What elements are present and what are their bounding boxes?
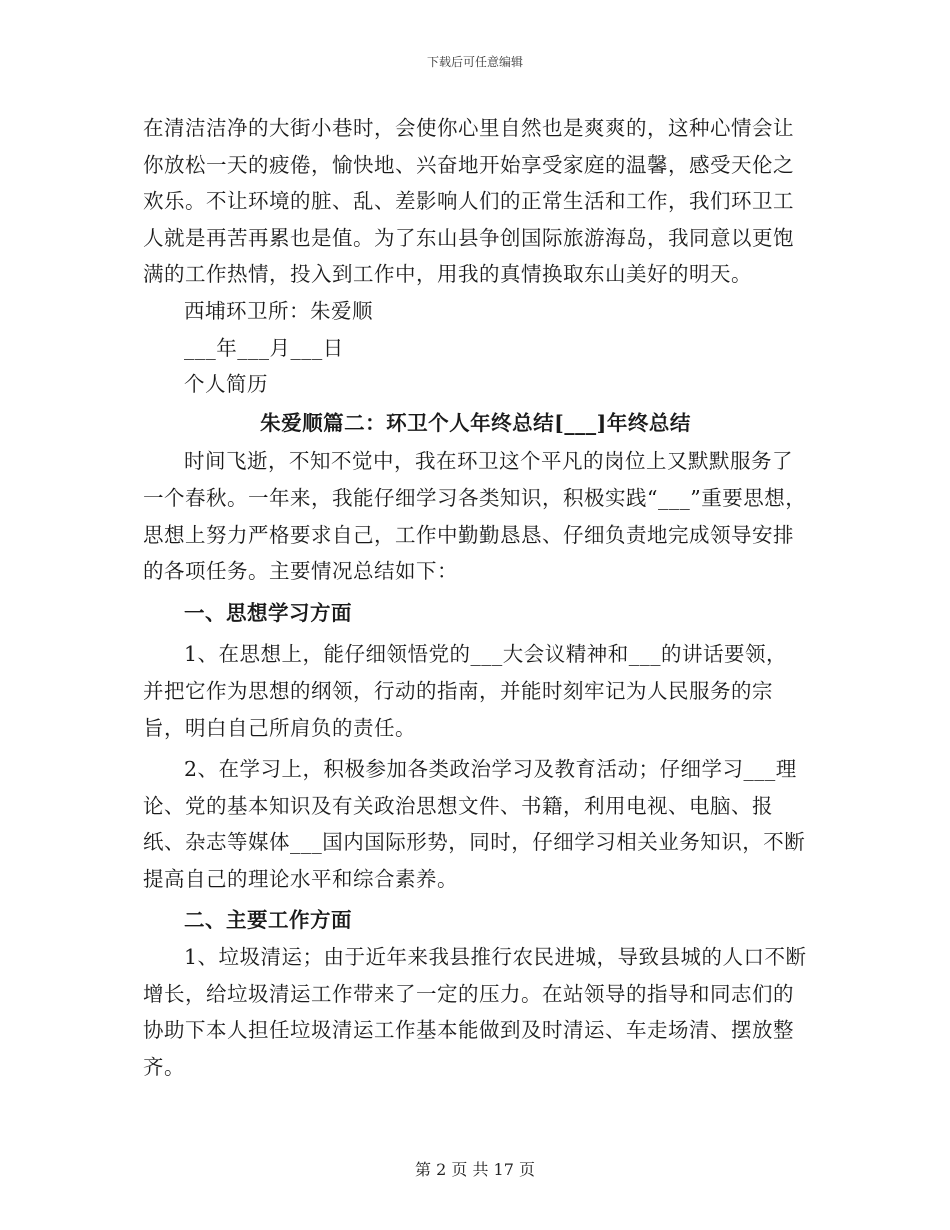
document-title: 朱爱顺篇二：环卫个人年终总结[___]年终总结 xyxy=(260,410,691,435)
signature-line: 西埔环卫所：朱爱顺 xyxy=(184,298,373,323)
page-number: 第 2 页 共 17 页 xyxy=(415,1160,535,1179)
section-heading-thought-study: 一、思想学习方面 xyxy=(184,600,352,625)
document-body xyxy=(143,110,808,1085)
paragraph-continuation: 在清洁洁净的大街小巷时，会使你心里自然也是爽爽的，这种心情会让你放松一天的疲倦，愉快地、兴奋地开始享受家庭的温馨，感受天伦之欢乐。不让环境的脏、乱、差影响人们的正常生活和工作，我们环卫工人就是再苦再累也是值。为了东山县争创国际旅游海岛，我同意以更饱满的工作热情，投入到工作中，用我的真情换取东山美好的明天。 xyxy=(143,116,794,287)
section1-item1: 1、在思想上，能仔细领悟党的___大会议精神和___的讲话要领，并把它作为思想的纲领，行动的指南，并能时刻牢记为人民服务的宗旨，明白自己所肩负的责任。 xyxy=(143,642,788,740)
section2-item1: 1、垃圾清运；由于近年来我县推行农民进城，导致县城的人口不断增长，给垃圾清运工作带来了一定的压力。在站领导的指导和同志们的协助下本人担任垃圾清运工作基本能做到及时清运、车走场清、摆放整齐。 xyxy=(143,945,807,1079)
section1-item2: 2、在学习上，积极参加各类政治学习及教育活动；仔细学习___理论、党的基本知识及有关政治思想文件、书籍，利用电视、电脑、报纸、杂志等媒体___国内国际形势，同时，仔细学习相关业务知识，不断提高自己的理论水平和综合素养。 xyxy=(143,757,806,891)
intro-paragraph: 时间飞逝，不知不觉中，我在环卫这个平凡的岗位上又默默服务了一个春秋。一年来，我能仔细学习各类知识，积极实践“___”重要思想，思想上努力严格要求自己，工作中勤勤恳恳、仔细负责地完成领导安排的各项任务。主要情况总结如下： xyxy=(143,449,807,584)
header-note: 下载后可任意编辑 xyxy=(426,55,523,69)
section-heading-main-work: 二、主要工作方面 xyxy=(184,908,352,933)
resume-label: 个人简历 xyxy=(184,372,268,397)
date-line: ___年___月___日 xyxy=(184,335,344,360)
